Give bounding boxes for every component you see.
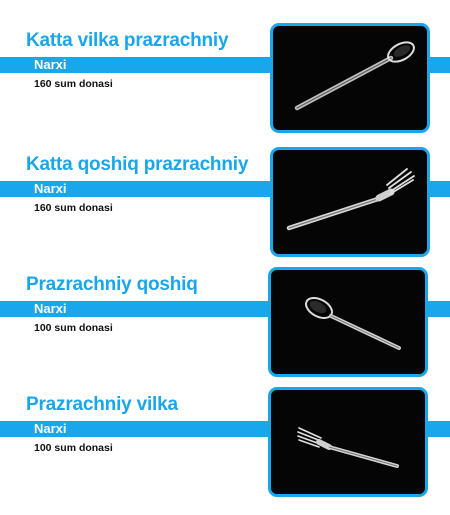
fork-icon <box>271 390 425 494</box>
product-price: 100 sum donasi <box>34 442 113 454</box>
product-title: Prazrachniy vilka <box>26 394 178 415</box>
large-spoon-icon <box>273 26 427 130</box>
price-label: Narxi <box>34 421 67 436</box>
price-label: Narxi <box>34 181 67 196</box>
product-title: Katta qoshiq prazrachniy <box>26 154 249 175</box>
product-photo <box>270 147 430 257</box>
price-label: Narxi <box>34 57 67 72</box>
product-price: 160 sum donasi <box>34 78 113 90</box>
product-price: 160 sum donasi <box>34 202 113 214</box>
large-fork-icon <box>273 150 427 254</box>
product-title: Katta vilka prazrachniy <box>26 30 229 51</box>
price-label: Narxi <box>34 301 67 316</box>
product-title: Prazrachniy qoshiq <box>26 274 198 295</box>
product-card <box>0 142 450 260</box>
spoon-icon <box>271 270 425 374</box>
product-card <box>0 382 450 500</box>
product-photo <box>268 267 428 377</box>
product-price: 100 sum donasi <box>34 322 113 334</box>
product-photo <box>268 387 428 497</box>
product-card <box>0 262 450 380</box>
product-card <box>0 18 450 136</box>
product-photo <box>270 23 430 133</box>
